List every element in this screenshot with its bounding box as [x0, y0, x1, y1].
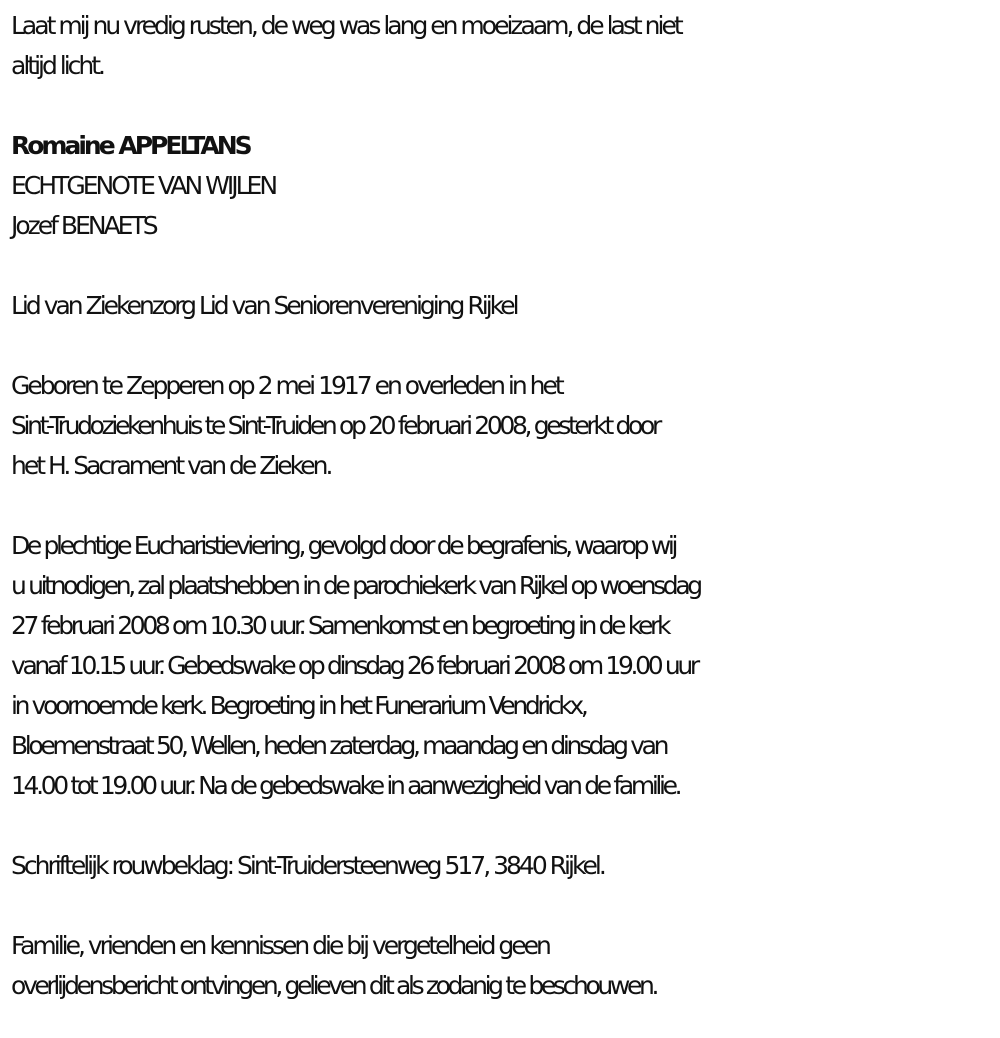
deceased-name: Romaine APPELTANS [11, 131, 250, 160]
birth-death-line: Sint-Trudoziekenhuis te Sint-Truiden op 20 februari 2008, gesterkt door [11, 411, 659, 440]
closing-line: overlijdensbericht ontvingen, gelieven dit als zodanig te beschouwen. [11, 971, 657, 1000]
paragraph-spacer [11, 86, 990, 126]
paragraph-spacer [11, 326, 990, 366]
deceased-relation: ECHTGENOTE VAN WIJLEN [11, 171, 276, 200]
paragraph-spacer [11, 246, 990, 286]
motto-line: Laat mij nu vredig rusten, de weg was lang en moeizaam, de last niet [11, 11, 681, 40]
birth-death-line: het H. Sacrament van de Zieken. [11, 451, 331, 480]
birth-death-paragraph [11, 366, 990, 486]
ceremony-line: u uitnodigen, zal plaatshebben in de parochiekerk van Rijkel op woensdag [11, 571, 700, 600]
motto-line: altijd licht. [11, 51, 104, 80]
birth-death-line: Geboren te Zepperen op 2 mei 1917 en overleden in het [11, 371, 562, 400]
memberships-paragraph [11, 286, 990, 326]
spouse-name: Jozef BENAETS [11, 211, 156, 240]
closing-line: Familie, vrienden en kennissen die bij vergetelheid geen [11, 931, 549, 960]
ceremony-paragraph [11, 526, 990, 806]
paragraph-spacer [11, 486, 990, 526]
paragraph-spacer [11, 886, 990, 926]
motto-paragraph [11, 6, 990, 86]
paragraph-spacer [11, 806, 990, 846]
ceremony-line: vanaf 10.15 uur. Gebedswake op dinsdag 26 februari 2008 om 19.00 uur [11, 651, 697, 680]
ceremony-line: in voornoemde kerk. Begroeting in het Funerarium Vendrickx, [11, 691, 586, 720]
condolences-paragraph [11, 846, 990, 886]
condolences-line: Schriftelijk rouwbeklag: Sint-Truidersteenweg 517, 3840 Rijkel. [11, 851, 604, 880]
ceremony-line: 27 februari 2008 om 10.30 uur. Samenkomst en begroeting in de kerk [11, 611, 669, 640]
ceremony-line: 14.00 tot 19.00 uur. Na de gebedswake in aanwezigheid van de familie. [11, 771, 680, 800]
ceremony-line: Bloemenstraat 50, Wellen, heden zaterdag, maandag en dinsdag van [11, 731, 667, 760]
closing-paragraph [11, 926, 990, 1006]
memberships-line: Lid van Ziekenzorg Lid van Seniorenvereniging Rijkel [11, 291, 517, 320]
deceased-block [11, 126, 990, 246]
ceremony-line: De plechtige Eucharistieviering, gevolgd door de begrafenis, waarop wij [11, 531, 676, 560]
